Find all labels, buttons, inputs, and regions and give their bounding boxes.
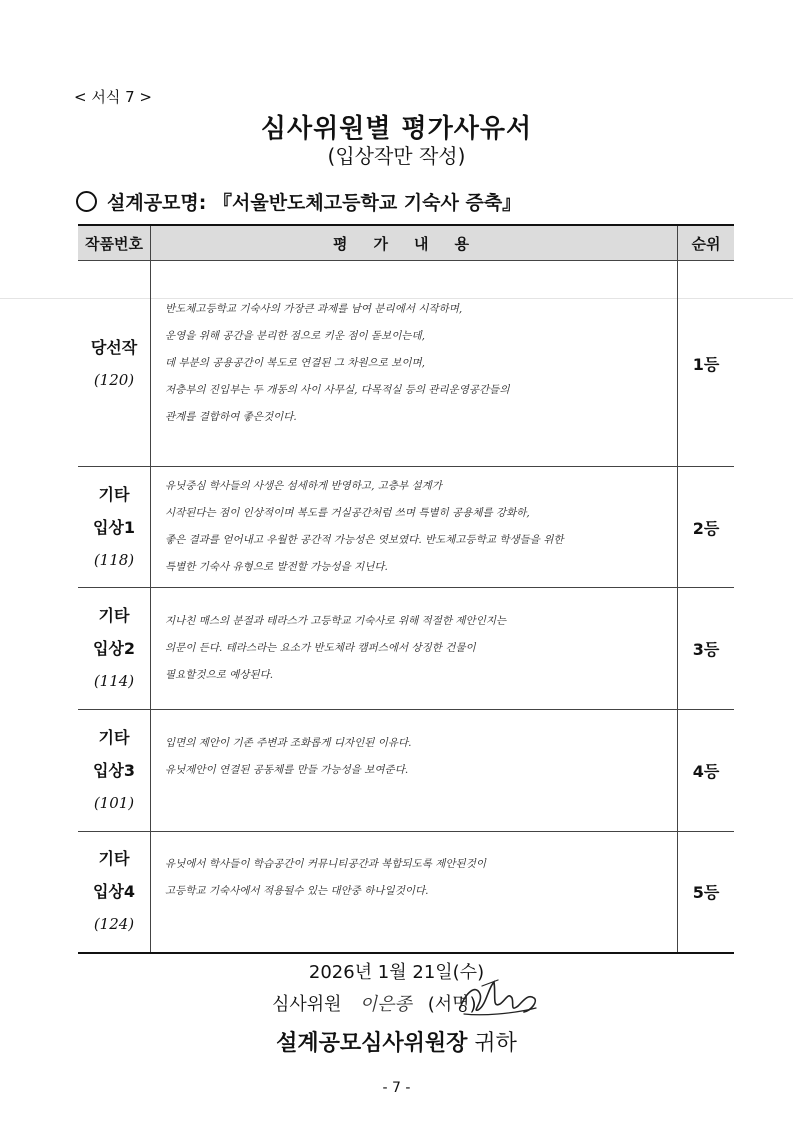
- entry-category: 당선작: [90, 337, 138, 357]
- header-evaluation: 평가내용: [151, 225, 678, 261]
- table-row: [78, 467, 734, 588]
- contest-heading: [76, 188, 521, 215]
- handwritten-line: 반도체고등학교 기숙사의 가장큰 과제를 남여 분리에서 시작하며,: [165, 303, 463, 315]
- entry-score: (118): [93, 550, 135, 569]
- rank-cell: 4등: [678, 710, 735, 832]
- entry-place: 입상3: [92, 761, 136, 780]
- recipient-line: [0, 1026, 793, 1057]
- entry-cell: [78, 832, 151, 953]
- rank-cell: 1등: [678, 261, 735, 467]
- evaluation-cell: [151, 710, 678, 832]
- evaluation-cell: [151, 832, 678, 953]
- document-subtitle: (입상작만 작성): [327, 144, 466, 168]
- handwritten-line: 필요할것으로 예상된다.: [165, 669, 274, 681]
- entry-cell: [78, 710, 151, 832]
- handwritten-line: 관계를 결합하여 좋은것이다.: [165, 411, 297, 423]
- handwritten-line: 유닛제안이 연결된 공동체를 만들 가능성을 보여준다.: [165, 764, 409, 776]
- entry-category: 기타: [98, 606, 130, 625]
- rank-cell: 2등: [678, 467, 735, 588]
- table-row: [78, 710, 734, 832]
- entry-cell: [78, 467, 151, 588]
- handwritten-line: 의문이 든다. 테라스라는 요소가 반도체라 캠퍼스에서 상징한 건물이: [165, 642, 476, 654]
- entry-score: (120): [93, 370, 135, 389]
- entry-cell: [78, 588, 151, 710]
- table-row: [78, 832, 734, 953]
- evaluation-table: [78, 224, 734, 954]
- judge-name: 이은종: [359, 994, 412, 1015]
- signing-date: 2026년 1월 21일(수): [308, 962, 485, 983]
- entry-place: 입상2: [92, 639, 136, 658]
- entry-score: (101): [93, 794, 135, 812]
- handwritten-line: 고등학교 기숙사에서 적용될수 있는 대안중 하나일것이다.: [165, 885, 429, 898]
- form-number: < 서식 7 >: [74, 88, 152, 106]
- circle-bullet-icon: [76, 191, 97, 212]
- evaluation-cell: [151, 261, 678, 467]
- entry-category: 기타: [98, 484, 130, 504]
- handwritten-line: 유닛에서 학사들이 학습공간이 커뮤니티공간과 복합되도록 제안된것이: [165, 858, 486, 871]
- rank-cell: 3등: [678, 588, 735, 710]
- document-title: 심사위원별 평가사유서: [260, 114, 533, 144]
- table-row: [78, 588, 734, 710]
- entry-cell: [78, 261, 151, 467]
- entry-category: 기타: [98, 849, 130, 869]
- handwritten-line: 입면의 제안이 기존 주변과 조화롭게 디자인된 이유다.: [165, 737, 412, 749]
- contest-label: 설계공모명:: [107, 192, 207, 214]
- handwritten-line: 특별한 기숙사 유형으로 발전할 가능성을 지닌다.: [165, 561, 388, 573]
- recipient-title: 설계공모심사위원장: [276, 1031, 468, 1056]
- handwritten-line: 지나친 매스의 분절과 테라스가 고등학교 기숙사로 위해 적절한 제안인지는: [165, 615, 507, 627]
- judge-label: 심사위원: [272, 994, 342, 1015]
- entry-place: 입상1: [92, 517, 136, 537]
- table-header-row: [78, 225, 734, 261]
- judge-line: [272, 990, 477, 1016]
- header-entry-number: 작품번호: [78, 225, 151, 261]
- table-row: [78, 261, 734, 467]
- evaluation-cell: [151, 588, 678, 710]
- contest-name: 『서울반도체고등학교 기숙사 증축』: [213, 192, 522, 214]
- entry-score: (124): [93, 915, 135, 934]
- recipient-suffix: 귀하: [467, 1031, 517, 1056]
- entry-place: 입상4: [92, 882, 136, 902]
- handwritten-line: 유닛중심 학사들의 사생은 섬세하게 반영하고, 고층부 설계가: [165, 480, 442, 492]
- handwritten-line: 운영을 위해 공간을 분리한 점으로 키운 점이 돋보이는데,: [165, 330, 425, 342]
- page-number: - 7 -: [382, 1080, 411, 1096]
- evaluation-cell: [151, 467, 678, 588]
- handwritten-line: 데 부분의 공용공간이 복도로 연결된 그 차원으로 보이며,: [165, 357, 425, 369]
- handwritten-line: 시작된다는 점이 인상적이며 복도를 거실공간처럼 쓰며 특별히 공용체를 강화하,: [165, 507, 530, 519]
- header-rank: 순위: [678, 225, 735, 261]
- handwritten-line: 좋은 결과를 얻어내고 우월한 공간적 가능성은 엿보였다. 반도체고등학교 학생들을 위한: [165, 534, 564, 546]
- seal-label: (서명): [427, 994, 477, 1015]
- handwritten-line: 저층부의 진입부는 두 개동의 사이 사무실, 다목적실 등의 관리운영공간들의: [165, 384, 510, 396]
- entry-category: 기타: [98, 728, 130, 747]
- rank-cell: 5등: [678, 832, 735, 953]
- entry-score: (114): [93, 672, 135, 690]
- handwritten-signature: [452, 974, 542, 1024]
